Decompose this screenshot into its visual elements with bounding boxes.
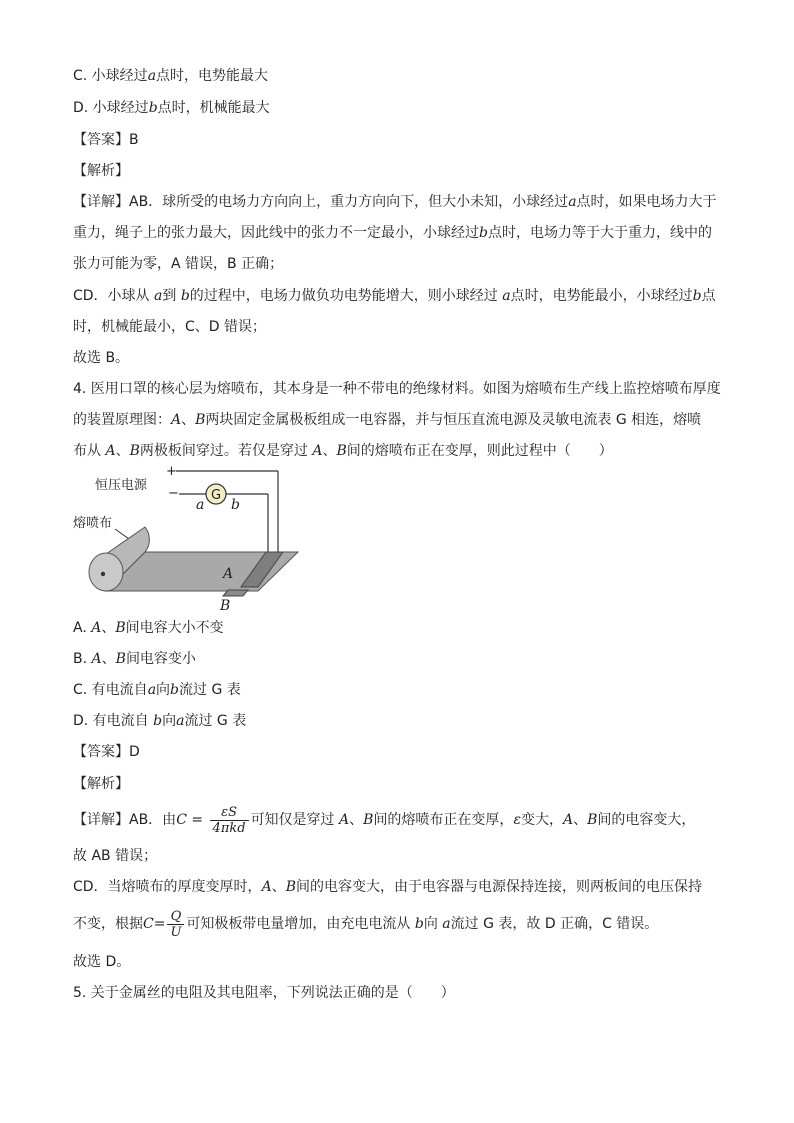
plate-b-label: B bbox=[220, 598, 231, 614]
conclusion-prev: 故选 B。 bbox=[73, 350, 130, 366]
analysis-label-prev: 【解析】 bbox=[73, 163, 129, 179]
answer-label: 【答案】D bbox=[73, 744, 140, 760]
explanation-line: 重力，绳子上的张力最大，因此线中的张力不一定最小，小球经过b点时，电场力等于大于重力，线中的 bbox=[73, 225, 712, 241]
explanation-line: 时，机械能最小，C、D 错误； bbox=[73, 319, 267, 335]
power-source-label: 恒压电源 bbox=[95, 478, 148, 493]
option-d-prev: D. 小球经过b点时，机械能最大 bbox=[73, 100, 270, 116]
fabric-roll-end bbox=[89, 553, 123, 591]
fabric-label: 熔喷布 bbox=[73, 516, 113, 531]
analysis-label: 【解析】 bbox=[73, 776, 129, 792]
minus-terminal: − bbox=[168, 486, 179, 501]
question-4-stem: 的装置原理图：A、B两块固定金属极板组成一电容器，并与恒压直流电源及灵敏电流表 G 相连，熔喷 bbox=[73, 412, 702, 428]
roll-axle bbox=[101, 572, 105, 576]
question-4-stem: 布从 A、B两极板间穿过。若仅是穿过 A、B间的熔喷布正在变厚，则此过程中（ ） bbox=[73, 443, 613, 459]
option-a: A. A、B间电容大小不变 bbox=[73, 620, 224, 636]
capacitance-fraction: $\frac{\varepsilon S}{\text{4πkd}}$ bbox=[210, 805, 249, 836]
explanation-line: 故 AB 错误； bbox=[73, 848, 158, 864]
galvanometer-label: G bbox=[211, 488, 222, 503]
answer-label-prev: 【答案】B bbox=[73, 132, 139, 148]
explanation-formula-line: 不变，根据C= $\frac{Q}{U}$ 可知极板带电量增加，由充电电流从 b向 a流过 G 表，故 D 正确，C 错误。 bbox=[73, 908, 659, 940]
capacitor-apparatus-figure bbox=[73, 466, 313, 614]
charge-voltage-fraction: $\frac{Q}{U}$ bbox=[167, 909, 184, 940]
node-b-label: b bbox=[231, 497, 240, 513]
explanation-line: 【详解】AB．球所受的电场力方向向上，重力方向向下，但大小未知，小球经过a点时，如果电场力大于 bbox=[73, 194, 717, 210]
option-c: C. 有电流自a向b流过 G 表 bbox=[73, 682, 241, 698]
explanation-formula-line: 【详解】AB．由C = $\frac{\varepsilon S}{\text{4πkd}}$ 可知仅是穿过 A、B间的熔喷布正在变厚，ε变大，A、B间的电容变大， bbox=[73, 804, 696, 836]
fabric-leader-line bbox=[115, 529, 129, 539]
explanation-line: CD．小球从 a到 b的过程中，电场力做负功电势能增大，则小球经过 a点时，电势能最小，小球经过b点 bbox=[73, 288, 716, 304]
question-4-stem: 4. 医用口罩的核心层为熔喷布，其本身是一种不带电的绝缘材料。如图为熔喷布生产线上监控熔喷布厚度 bbox=[73, 381, 721, 397]
option-c-prev: C. 小球经过a点时，电势能最大 bbox=[73, 68, 269, 84]
formula-lhs: C bbox=[176, 812, 187, 828]
plate-b bbox=[223, 590, 248, 596]
explanation-line: 张力可能为零，A 错误，B 正确； bbox=[73, 256, 284, 272]
explanation-line: CD．当熔喷布的厚度变厚时，A、B间的电容变大，由于电容器与电源保持连接，则两板间的电压保持 bbox=[73, 879, 702, 895]
node-a-label: a bbox=[196, 497, 205, 513]
plate-a-label: A bbox=[223, 566, 234, 582]
question-5-stem: 5. 关于金属丝的电阻及其电阻率，下列说法正确的是（ ） bbox=[73, 985, 455, 1001]
option-d: D. 有电流自 b向a流过 G 表 bbox=[73, 713, 247, 729]
option-b: B. A、B间电容变小 bbox=[73, 651, 196, 667]
conclusion: 故选 D。 bbox=[73, 954, 131, 970]
plus-terminal: + bbox=[166, 466, 177, 479]
